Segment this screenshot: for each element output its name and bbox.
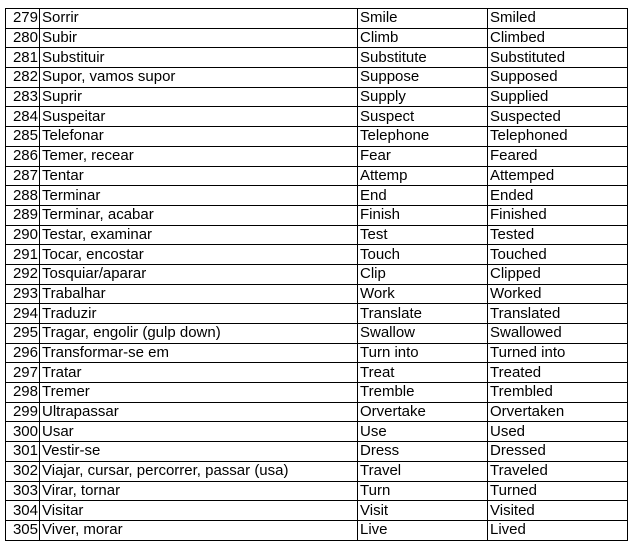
portuguese-verb-cell: Viajar, cursar, percorrer, passar (usa) [40, 461, 358, 481]
english-verb-cell: Live [358, 520, 488, 540]
past-tense-cell: Translated [488, 304, 628, 324]
table-row [6, 461, 628, 481]
verb-number-cell: 279 [6, 9, 40, 29]
verb-number-cell: 305 [6, 520, 40, 540]
portuguese-verb-cell: Ultrapassar [40, 402, 358, 422]
portuguese-verb-cell: Tosquiar/aparar [40, 264, 358, 284]
table-row [6, 166, 628, 186]
english-verb-cell: Touch [358, 245, 488, 265]
verb-number-cell: 285 [6, 127, 40, 147]
verb-number-cell: 289 [6, 205, 40, 225]
past-tense-cell: Used [488, 422, 628, 442]
english-verb-cell: Use [358, 422, 488, 442]
portuguese-verb-cell: Suprir [40, 87, 358, 107]
english-verb-cell: Suppose [358, 68, 488, 88]
table-row [6, 343, 628, 363]
verb-number-cell: 286 [6, 146, 40, 166]
verb-number-cell: 298 [6, 383, 40, 403]
portuguese-verb-cell: Transformar-se em [40, 343, 358, 363]
portuguese-verb-cell: Vestir-se [40, 442, 358, 462]
verb-number-cell: 281 [6, 48, 40, 68]
english-verb-cell: Smile [358, 9, 488, 29]
past-tense-cell: Substituted [488, 48, 628, 68]
verb-number-cell: 290 [6, 225, 40, 245]
verb-number-cell: 288 [6, 186, 40, 206]
table-row [6, 264, 628, 284]
verb-number-cell: 294 [6, 304, 40, 324]
verb-number-cell: 296 [6, 343, 40, 363]
english-verb-cell: Translate [358, 304, 488, 324]
english-verb-cell: Attemp [358, 166, 488, 186]
table-row [6, 245, 628, 265]
english-verb-cell: Supply [358, 87, 488, 107]
portuguese-verb-cell: Tocar, encostar [40, 245, 358, 265]
verb-number-cell: 284 [6, 107, 40, 127]
english-verb-cell: Treat [358, 363, 488, 383]
portuguese-verb-cell: Terminar, acabar [40, 205, 358, 225]
past-tense-cell: Touched [488, 245, 628, 265]
verb-table-body [6, 9, 628, 541]
english-verb-cell: Substitute [358, 48, 488, 68]
table-row [6, 363, 628, 383]
verb-number-cell: 303 [6, 481, 40, 501]
table-row [6, 383, 628, 403]
verb-number-cell: 283 [6, 87, 40, 107]
past-tense-cell: Tested [488, 225, 628, 245]
verb-number-cell: 287 [6, 166, 40, 186]
table-row [6, 422, 628, 442]
english-verb-cell: Swallow [358, 324, 488, 344]
portuguese-verb-cell: Tremer [40, 383, 358, 403]
verb-number-cell: 297 [6, 363, 40, 383]
table-row [6, 87, 628, 107]
portuguese-verb-cell: Subir [40, 28, 358, 48]
english-verb-cell: Orvertake [358, 402, 488, 422]
past-tense-cell: Finished [488, 205, 628, 225]
portuguese-verb-cell: Tragar, engolir (gulp down) [40, 324, 358, 344]
portuguese-verb-cell: Traduzir [40, 304, 358, 324]
english-verb-cell: Clip [358, 264, 488, 284]
portuguese-verb-cell: Suspeitar [40, 107, 358, 127]
verb-number-cell: 304 [6, 501, 40, 521]
portuguese-verb-cell: Temer, recear [40, 146, 358, 166]
verb-number-cell: 292 [6, 264, 40, 284]
portuguese-verb-cell: Telefonar [40, 127, 358, 147]
english-verb-cell: Visit [358, 501, 488, 521]
past-tense-cell: Climbed [488, 28, 628, 48]
portuguese-verb-cell: Viver, morar [40, 520, 358, 540]
table-row [6, 68, 628, 88]
english-verb-cell: Test [358, 225, 488, 245]
english-verb-cell: Turn [358, 481, 488, 501]
english-verb-cell: Travel [358, 461, 488, 481]
table-row [6, 225, 628, 245]
english-verb-cell: Fear [358, 146, 488, 166]
table-row [6, 28, 628, 48]
past-tense-cell: Lived [488, 520, 628, 540]
table-row [6, 205, 628, 225]
table-row [6, 48, 628, 68]
past-tense-cell: Supposed [488, 68, 628, 88]
portuguese-verb-cell: Substituir [40, 48, 358, 68]
portuguese-verb-cell: Sorrir [40, 9, 358, 29]
english-verb-cell: Telephone [358, 127, 488, 147]
past-tense-cell: Visited [488, 501, 628, 521]
portuguese-verb-cell: Supor, vamos supor [40, 68, 358, 88]
verb-number-cell: 280 [6, 28, 40, 48]
table-row [6, 127, 628, 147]
portuguese-verb-cell: Testar, examinar [40, 225, 358, 245]
past-tense-cell: Traveled [488, 461, 628, 481]
portuguese-verb-cell: Virar, tornar [40, 481, 358, 501]
portuguese-verb-cell: Trabalhar [40, 284, 358, 304]
past-tense-cell: Ended [488, 186, 628, 206]
portuguese-verb-cell: Usar [40, 422, 358, 442]
table-row [6, 402, 628, 422]
verb-number-cell: 295 [6, 324, 40, 344]
english-verb-cell: Dress [358, 442, 488, 462]
past-tense-cell: Worked [488, 284, 628, 304]
table-row [6, 442, 628, 462]
past-tense-cell: Smiled [488, 9, 628, 29]
portuguese-verb-cell: Terminar [40, 186, 358, 206]
english-verb-cell: Work [358, 284, 488, 304]
past-tense-cell: Dressed [488, 442, 628, 462]
past-tense-cell: Feared [488, 146, 628, 166]
verb-number-cell: 300 [6, 422, 40, 442]
past-tense-cell: Turned into [488, 343, 628, 363]
table-row [6, 481, 628, 501]
past-tense-cell: Orvertaken [488, 402, 628, 422]
verb-number-cell: 299 [6, 402, 40, 422]
portuguese-verb-cell: Tentar [40, 166, 358, 186]
past-tense-cell: Telephoned [488, 127, 628, 147]
verb-number-cell: 293 [6, 284, 40, 304]
portuguese-verb-cell: Tratar [40, 363, 358, 383]
table-row [6, 520, 628, 540]
past-tense-cell: Treated [488, 363, 628, 383]
verb-table [5, 8, 628, 541]
english-verb-cell: End [358, 186, 488, 206]
table-row [6, 284, 628, 304]
past-tense-cell: Swallowed [488, 324, 628, 344]
table-row [6, 107, 628, 127]
portuguese-verb-cell: Visitar [40, 501, 358, 521]
past-tense-cell: Attemped [488, 166, 628, 186]
past-tense-cell: Trembled [488, 383, 628, 403]
english-verb-cell: Tremble [358, 383, 488, 403]
table-row [6, 186, 628, 206]
english-verb-cell: Climb [358, 28, 488, 48]
table-row [6, 501, 628, 521]
verb-number-cell: 291 [6, 245, 40, 265]
past-tense-cell: Clipped [488, 264, 628, 284]
english-verb-cell: Suspect [358, 107, 488, 127]
past-tense-cell: Suspected [488, 107, 628, 127]
verb-number-cell: 282 [6, 68, 40, 88]
past-tense-cell: Supplied [488, 87, 628, 107]
verb-number-cell: 302 [6, 461, 40, 481]
verb-number-cell: 301 [6, 442, 40, 462]
table-row [6, 324, 628, 344]
past-tense-cell: Turned [488, 481, 628, 501]
table-row [6, 146, 628, 166]
english-verb-cell: Finish [358, 205, 488, 225]
table-row [6, 304, 628, 324]
document-page [5, 8, 628, 541]
english-verb-cell: Turn into [358, 343, 488, 363]
table-row [6, 9, 628, 29]
